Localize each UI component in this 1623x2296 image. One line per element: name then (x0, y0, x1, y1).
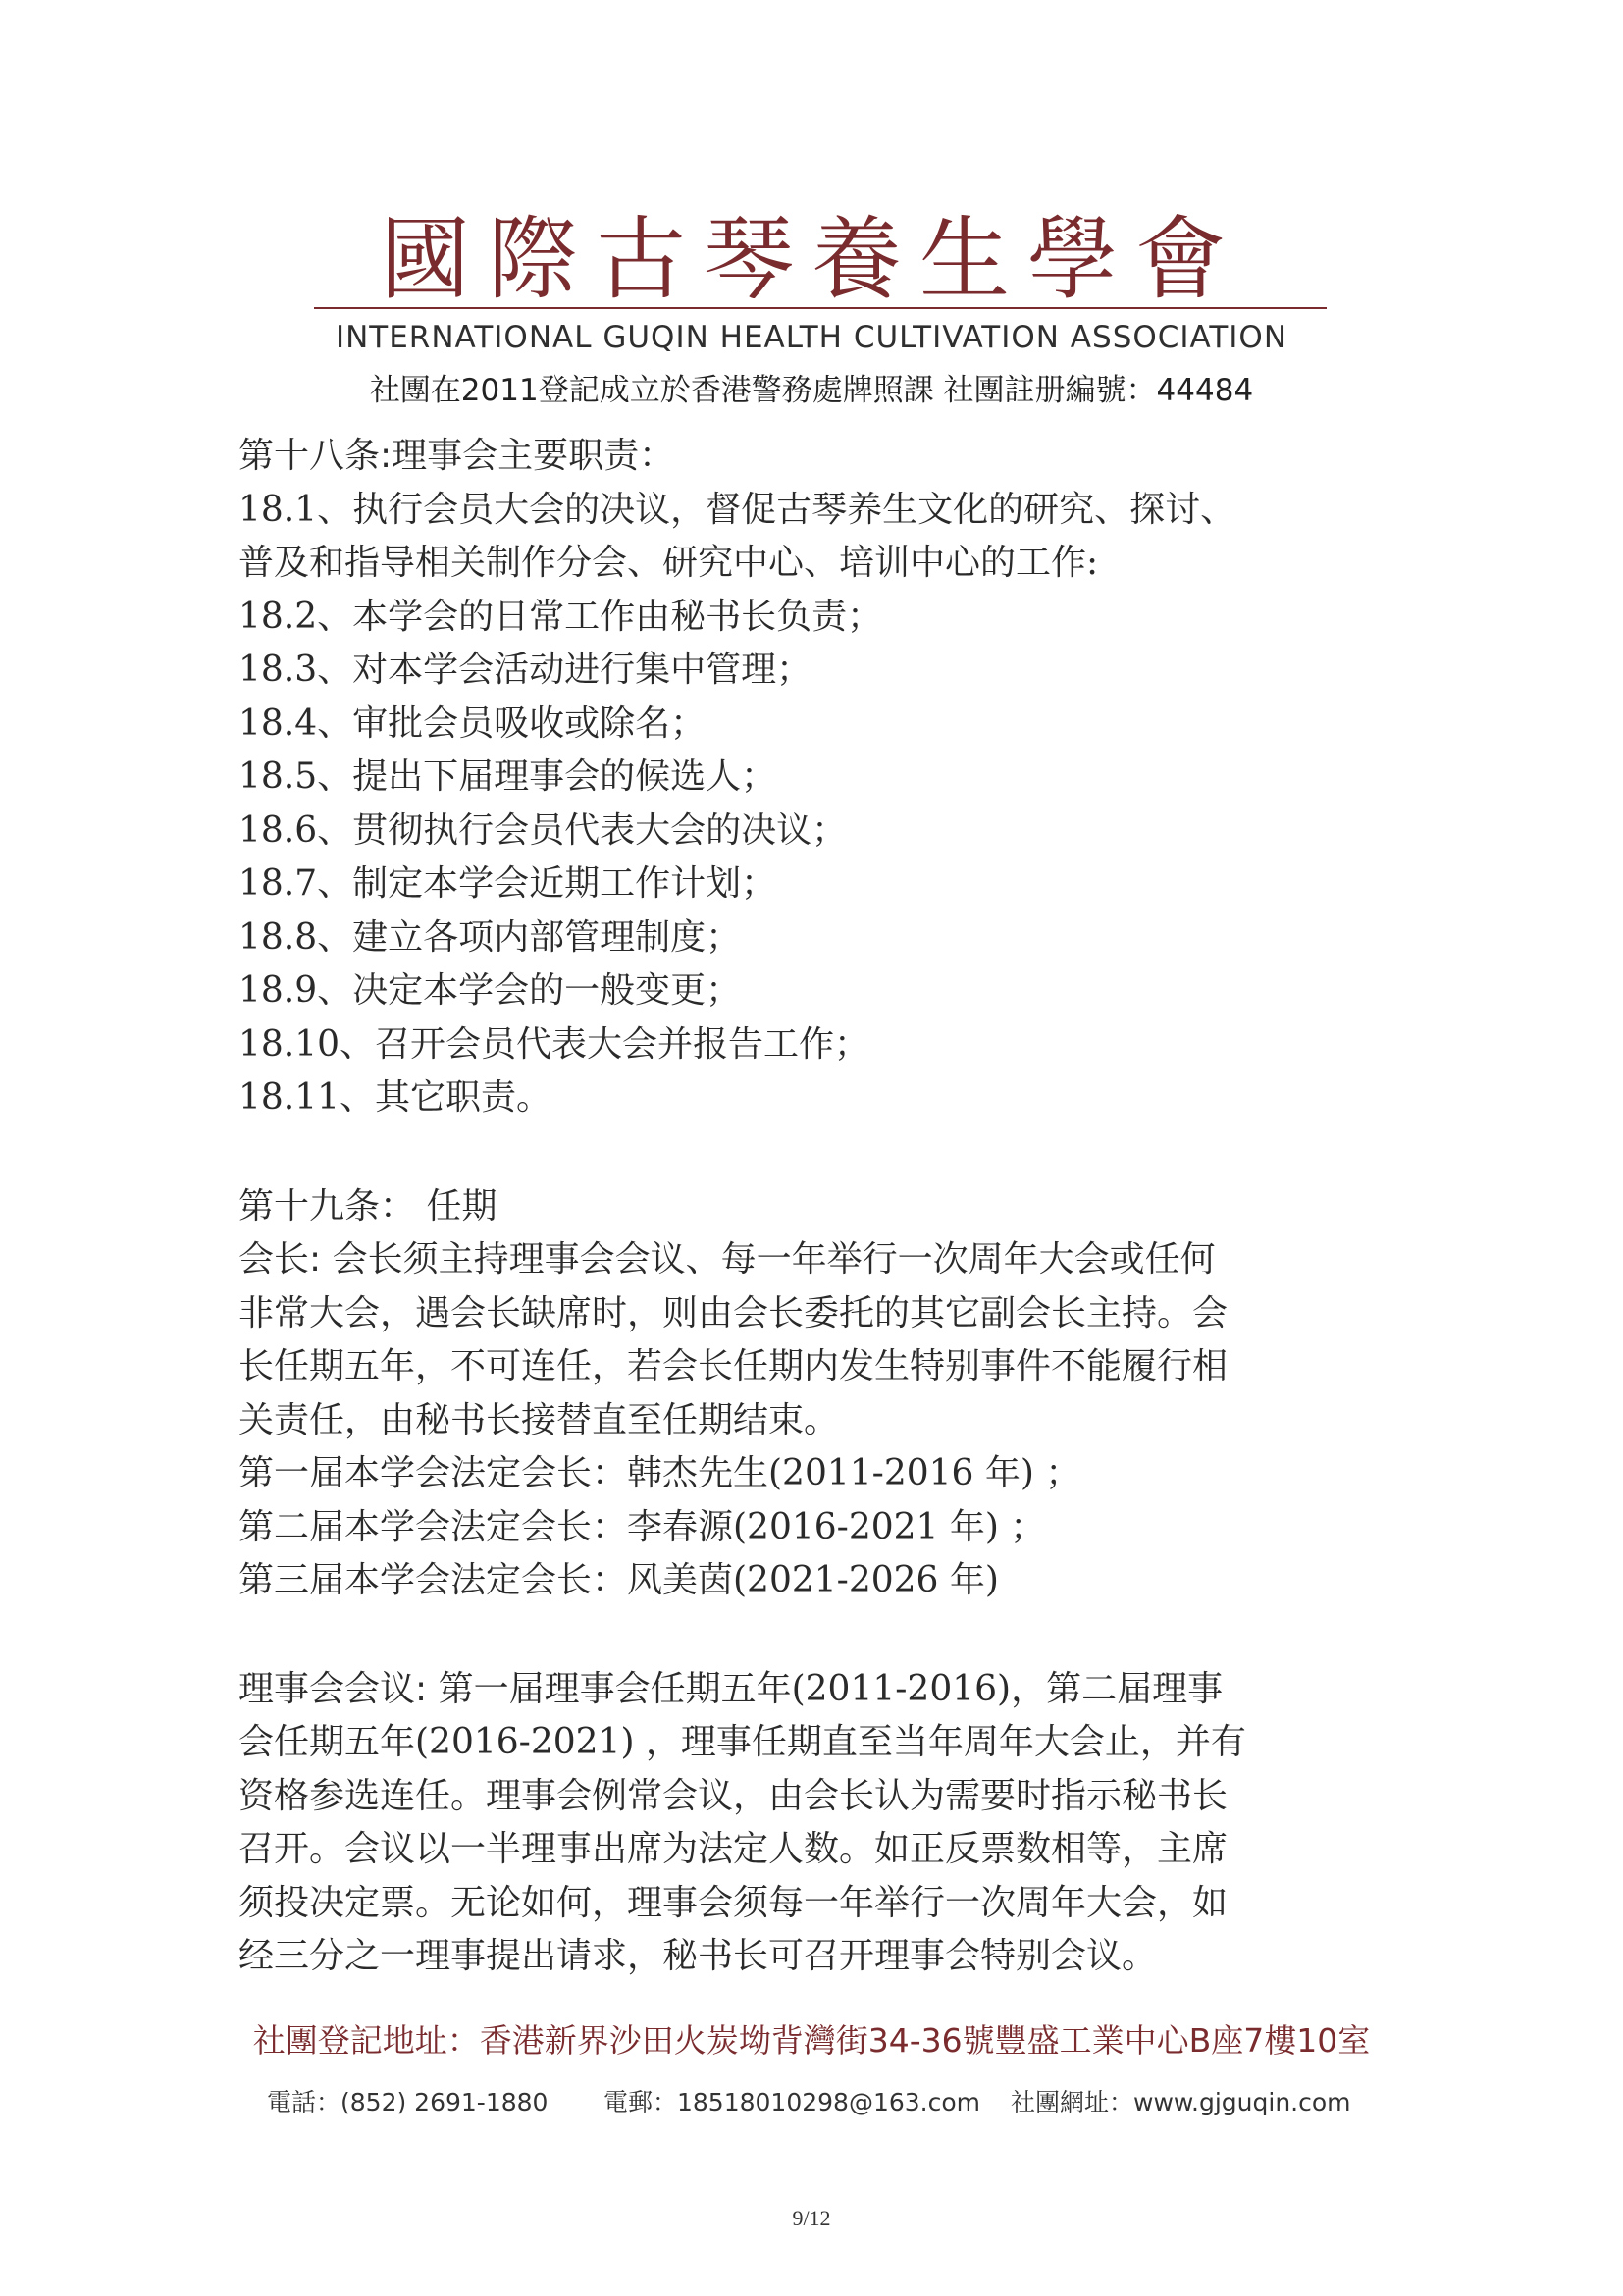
president-term-entry: 第一届本学会法定会长：韩杰先生(2011-2016 年) ； (238, 1453, 1081, 1493)
president-term-entry: 第二届本学会法定会长：李春源(2016-2021 年) ； (238, 1506, 1046, 1547)
article-18-line: 普及和指导相关制作分会、研究中心、培训中心的工作: (238, 543, 1099, 583)
council-meeting-label: 理事会会议: (238, 1668, 428, 1709)
section-spacer (238, 1608, 1387, 1663)
letterhead-divider (314, 307, 1327, 309)
president-text: 会长须主持理事会会议、每一年举行一次周年大会或任何 (321, 1239, 1216, 1279)
council-paragraph-line: 经三分之一理事提出请求，秘书长可召开理事会特别会议。 (238, 1936, 1158, 1976)
council-text: 第一届理事会任期五年(2011-2016)，第二届理事 (427, 1668, 1224, 1709)
article-18-line: 18.9、决定本学会的一般变更； (238, 970, 742, 1011)
president-paragraph-line: 关责任，由秘书长接替直至任期结束。 (238, 1399, 840, 1440)
document-body (238, 430, 1387, 1984)
article-18-line: 18.5、提出下届理事会的候选人； (238, 757, 777, 797)
council-paragraph-line: 须投决定票。无论如何，理事会须每一年举行一次周年大会，如 (238, 1882, 1229, 1923)
footer-phone: 電話：(852) 2691-1880 (267, 2088, 549, 2116)
council-paragraph-line: 召开。会议以一半理事出席为法定人数。如正反票数相等，主席 (238, 1829, 1229, 1869)
article-18-line: 18.8、建立各项内部管理制度； (238, 916, 742, 958)
article-18-line: 18.10、召开会员代表大会并报告工作； (238, 1023, 870, 1065)
article-18-line: 18.11、其它职责。 (238, 1077, 552, 1118)
article-18-line: 18.3、对本学会活动进行集中管理； (238, 650, 812, 690)
president-paragraph-line: 非常大会，遇会长缺席时，则由会长委托的其它副会长主持。会 (238, 1292, 1229, 1333)
footer-website: 社團網址：www.gjguqin.com (1011, 2088, 1351, 2116)
page-number: 9/12 (792, 2206, 831, 2230)
article-18-line: 18.7、制定本学会近期工作计划； (238, 863, 777, 904)
registration-info: 社團在2011登記成立於香港警務處牌照課 社團註册編號：44484 (369, 373, 1254, 408)
association-title-english: INTERNATIONAL GUQIN HEALTH CULTIVATION ASSOCIATION (335, 320, 1288, 355)
association-title-chinese: 國際古琴養生學會 (379, 207, 1243, 312)
article-18-line: 18.6、贯彻执行会员代表大会的决议； (238, 809, 848, 851)
registered-address: 社團登記地址：香港新界沙田火炭坳背灣街34-36號豐盛工業中心B座7樓10室 (252, 2021, 1371, 2060)
president-paragraph-line (238, 1233, 1387, 1287)
president-term-entry: 第三届本学会法定会长：风美茵(2021-2026 年) (238, 1560, 999, 1600)
article-18-heading: 第十八条:理事会主要职责： (238, 436, 675, 476)
council-paragraph-line: 资格参选连任。理事会例常会议，由会长认为需要时指示秘书长 (238, 1775, 1229, 1816)
council-paragraph-line (238, 1663, 1387, 1717)
article-18-line: 18.4、审批会员吸收或除名； (238, 703, 707, 744)
article-18-line: 18.2、本学会的日常工作由秘书长负责； (238, 596, 883, 637)
section-spacer (238, 1125, 1387, 1180)
footer-email: 電郵：18518010298@163.com (603, 2088, 981, 2116)
president-label: 会长: (238, 1239, 322, 1279)
council-paragraph-line: 会任期五年(2016-2021) ，理事任期直至当年周年大会止，并有 (238, 1722, 1246, 1762)
article-18-line: 18.1、执行会员大会的决议，督促古琴养生文化的研究、探讨、 (238, 489, 1236, 530)
article-19-heading: 第十九条： 任期 (238, 1185, 497, 1226)
president-paragraph-line: 长任期五年，不可连任，若会长任期内发生特别事件不能履行相 (238, 1346, 1229, 1386)
